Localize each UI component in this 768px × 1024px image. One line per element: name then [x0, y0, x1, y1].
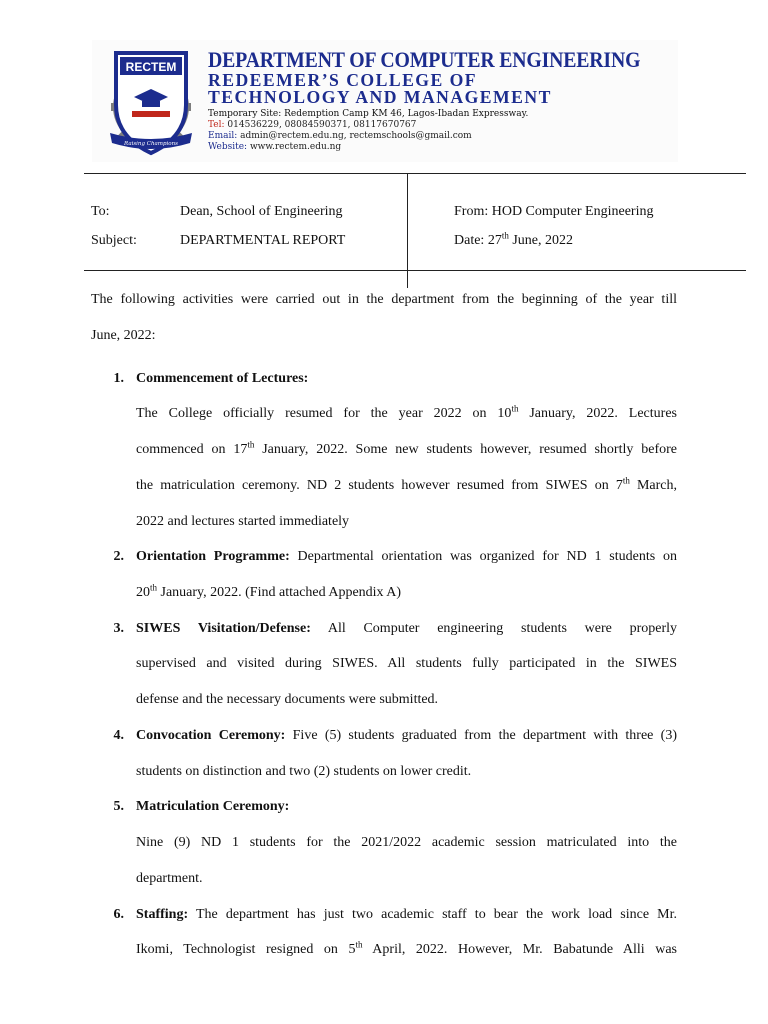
website-label: Website: — [208, 142, 248, 152]
website-line — [208, 142, 678, 153]
item-4-line1-text: Five (5) students graduated from the department with three (3) — [285, 728, 678, 743]
item-6-line2 — [136, 939, 677, 958]
item-1-line2 — [136, 439, 677, 458]
date-prefix: Date: 27 — [454, 233, 502, 248]
email-addresses: admin@rectem.edu.ng, rectemschools@gmail.com — [240, 131, 472, 141]
item-1-line3-sup: th — [622, 475, 630, 486]
item-2-line2-a: 20 — [136, 585, 150, 600]
item-6-number: 6. — [113, 907, 124, 922]
logo-name: RECTEM — [125, 60, 177, 74]
item-1-line2-sup: th — [247, 439, 255, 450]
item-6-title: Staffing: — [136, 907, 189, 922]
item-2-line1-text: Departmental orientation was organized for ND 1 students on — [289, 549, 678, 564]
item-1-title: Commencement of Lectures: — [136, 371, 309, 386]
item-2-title: Orientation Programme: — [136, 549, 290, 564]
item-1-line1-b: January, 2022. Lectures — [518, 406, 677, 421]
item-6-line2-sup: th — [355, 939, 363, 950]
item-1-line1 — [136, 403, 677, 422]
item-1-line2-a: commenced on 17 — [136, 442, 248, 457]
tel-label: Tel: — [208, 120, 225, 130]
item-1-line3 — [136, 475, 678, 494]
item-6-line1-text: The department has just two academic staff to bear the work load since Mr. — [188, 907, 677, 922]
email-label: Email: — [208, 131, 238, 141]
from-value: From: HOD Computer Engineering — [454, 204, 654, 219]
item-1-line3-b: March, — [629, 478, 678, 493]
date-sup: th — [501, 230, 509, 241]
site-address: Temporary Site: Redemption Camp KM 46, Lagos-Ibadan Expressway. — [208, 109, 529, 119]
website-url: www.rectem.edu.ng — [249, 142, 342, 152]
item-5-line1: Nine (9) ND 1 students for the 2021/2022 academic session matriculated into the — [136, 835, 677, 850]
item-1-line1-sup: th — [511, 403, 519, 414]
item-2-line2-b: January, 2022. (Find attached Appendix A) — [157, 585, 402, 600]
letterhead — [92, 40, 678, 162]
item-3-title: SIWES Visitation/Defense: — [136, 621, 311, 636]
item-1-line1-a: The College officially resumed for the year 2022 on 10 — [136, 406, 512, 421]
to-label: To: — [91, 204, 110, 219]
item-5-title: Matriculation Ceremony: — [136, 799, 290, 814]
item-4-line2: students on distinction and two (2) students on lower credit. — [136, 764, 472, 779]
item-3-line1-text: All Computer engineering students were properly — [310, 621, 678, 636]
subject-label: Subject: — [91, 233, 137, 248]
email-line — [208, 131, 678, 142]
to-value: Dean, School of Engineering — [180, 204, 343, 219]
tel-numbers: 014536229, 08084590371, 08117670767 — [227, 120, 417, 130]
item-3-line1 — [136, 621, 677, 637]
memo-bottom-rule — [84, 270, 746, 271]
item-5-number: 5. — [113, 799, 124, 814]
item-2-line1 — [136, 549, 677, 565]
letterhead-text — [208, 48, 678, 153]
intro-line2: June, 2022: — [91, 328, 156, 343]
date-suffix: June, 2022 — [508, 233, 574, 248]
item-3-line2: supervised and visited during SIWES. All students fully participated in the SIWES — [136, 656, 677, 671]
memo-divider — [407, 173, 408, 288]
college-name-line2: TECHNOLOGY AND MANAGEMENT — [208, 87, 552, 107]
college-name-line1: REDEEMER’S COLLEGE OF — [208, 70, 478, 90]
item-4-title: Convocation Ceremony: — [136, 728, 286, 743]
item-1-line3-a: the matriculation ceremony. ND 2 students however resumed from SIWES on 7 — [136, 478, 623, 493]
item-6-line1 — [136, 907, 677, 923]
memo-top-rule — [84, 173, 746, 174]
item-1-number: 1. — [113, 371, 124, 386]
item-4-number: 4. — [113, 728, 124, 743]
item-3-line3: defense and the necessary documents were submitted. — [136, 692, 439, 707]
item-2-line2 — [136, 582, 402, 601]
department-title: DEPARTMENT OF COMPUTER ENGINEERING — [208, 47, 641, 72]
subject-value: DEPARTMENTAL REPORT — [180, 233, 346, 248]
date-value — [454, 230, 574, 249]
item-5-line2: department. — [136, 871, 203, 886]
item-1-line4: 2022 and lectures started immediately — [136, 514, 350, 529]
item-2-number: 2. — [113, 549, 124, 564]
item-4-line1 — [136, 728, 677, 744]
telephone-line — [208, 120, 678, 131]
item-6-line2-b: April, 2022. However, Mr. Babatunde Alli was — [362, 942, 677, 957]
item-2-line2-sup: th — [150, 582, 158, 593]
intro-line1: The following activities were carried out in the department from the beginning of the year till — [91, 292, 677, 307]
rectem-logo-icon — [102, 45, 200, 157]
item-3-number: 3. — [113, 621, 124, 636]
item-6-line2-a: Ikomi, Technologist resigned on 5 — [136, 942, 356, 957]
logo-motto: Raising Champions — [124, 141, 178, 147]
item-1-line2-b: January, 2022. Some new students however, resumed shortly before — [254, 442, 677, 457]
